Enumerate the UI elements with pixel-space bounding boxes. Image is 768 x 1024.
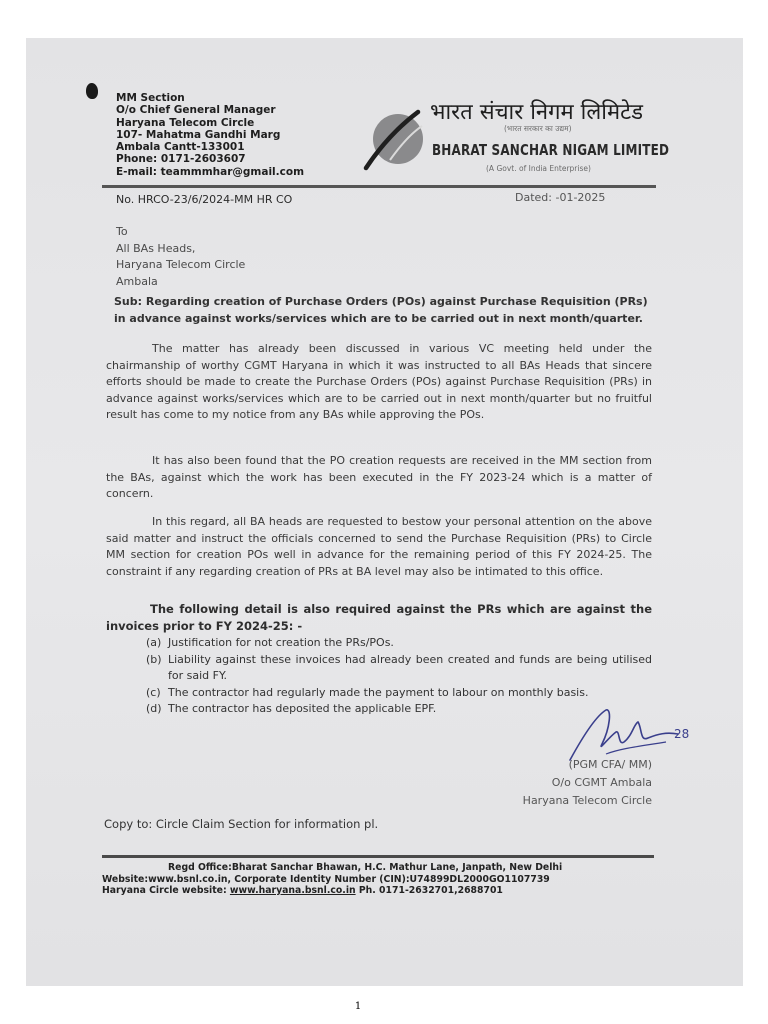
recipient-block [116,224,245,290]
list-item-text: The contractor had regularly made the payment to labour on monthly basis. [168,685,589,699]
govt-enterprise-line: (A Govt. of India Enterprise) [486,164,591,173]
registered-office: Regd Office:Bharat Sanchar Bhawan, H.C. Mathur Lane, Janpath, New Delhi [168,862,563,873]
signatory-office: O/o CGMT Ambala [551,776,652,789]
address-line: E-mail: teammmhar@gmail.com [116,165,305,178]
recipient-line: Haryana Telecom Circle [116,258,246,271]
reference-number: No. HRCO-23/6/2024-MM HR CO [116,193,293,206]
requirement-heading: The following detail is also required against the PRs which are against the invoices prior to FY 2024-25: - [106,602,652,633]
letter-date: Dated: -01-2025 [515,191,606,204]
copy-to-line: Copy to: Circle Claim Section for information pl. [104,817,379,831]
company-name: BHARAT SANCHAR NIGAM LIMITED [432,141,670,159]
header-divider [102,185,656,188]
circle-website-line [102,885,658,897]
list-item-text: Justification for not creation the PRs/POs. [168,636,394,649]
address-line: Haryana Telecom Circle [116,116,255,129]
company-name-hindi: भारत संचार निगम लिमिटेड [430,100,643,125]
list-item [146,635,652,652]
company-tagline-hindi: (भारत सरकार का उद्यम) [504,124,572,133]
website-cin: Website:www.bsnl.co.in, Corporate Identity Number (CIN):U74899DL2000GO1107739 [102,873,550,885]
recipient-line: Ambala [116,274,158,288]
body-paragraph: The matter has already been discussed in various VC meeting held under the chairmanship of worthy CGMT Haryana in which it was instructed to all BAs Heads that sincere efforts should be made to create the Purchase Orders (POs) against Purchase Requisition (PRs) in advance against works/services which are to be carried out in next month/quarter but no fruitful result has come to my notice from any BAs while approving the POs. [106,342,652,421]
recipient-line: To [116,225,128,238]
list-item-text: The contractor has deposited the applicable EPF. [168,702,437,715]
list-item-label: (a) [146,636,162,649]
list-item-text: Liability against these invoices had already been created and funds are being utilised for said FY. [168,652,652,682]
subject-line: Sub: Regarding creation of Purchase Orders (POs) against Purchase Requisition (PRs) in advance against works/services which are to be carried out in next month/quarter. [114,295,648,325]
address-line: O/o Chief General Manager [116,104,276,117]
page-number: 1 [354,1001,362,1012]
circle-phone: Ph. 0171-2632701,2688701 [355,885,503,896]
list-item-label: (d) [146,702,162,715]
signatory-block [494,756,652,810]
signature-date: 28 [674,727,690,741]
recipient-line: All BAs Heads, [116,241,196,255]
list-item-label: (c) [146,685,161,699]
letter-footer [102,862,658,897]
body-paragraph: It has also been found that the PO creation requests are received in the MM section from the BAs, against which the work has been executed in the FY 2023-24 which is a matter of concern. [106,454,652,500]
list-item-label: (b) [146,652,162,666]
body-paragraph: In this regard, all BA heads are requested to bestow your personal attention on the above said matter and instruct the officials concerned to send the Purchase Requisition (PRs) to Circle MM section for creation POs well in advance for the remaining period of this FY 2024-25. The constraint if any regarding creation of PRs at BA level may also be intimated to this office. [106,515,652,578]
list-item [146,652,652,685]
bsnl-logo [360,106,430,172]
sender-address [116,92,304,178]
signatory-circle: Haryana Telecom Circle [522,794,652,807]
ink-blot [86,83,98,99]
address-line: Ambala Cantt-133001 [116,141,245,154]
circle-website-link[interactable]: www.haryana.bsnl.co.in [229,885,356,896]
scanned-letter [26,38,743,986]
footer-divider [102,855,654,858]
circle-website-label: Haryana Circle website: [102,885,230,896]
address-line: Phone: 0171-2603607 [116,153,246,166]
address-line: MM Section [116,92,185,104]
signatory-title: (PGM CFA/ MM) [568,758,652,771]
address-line: 107- Mahatma Gandhi Marg [116,128,281,141]
